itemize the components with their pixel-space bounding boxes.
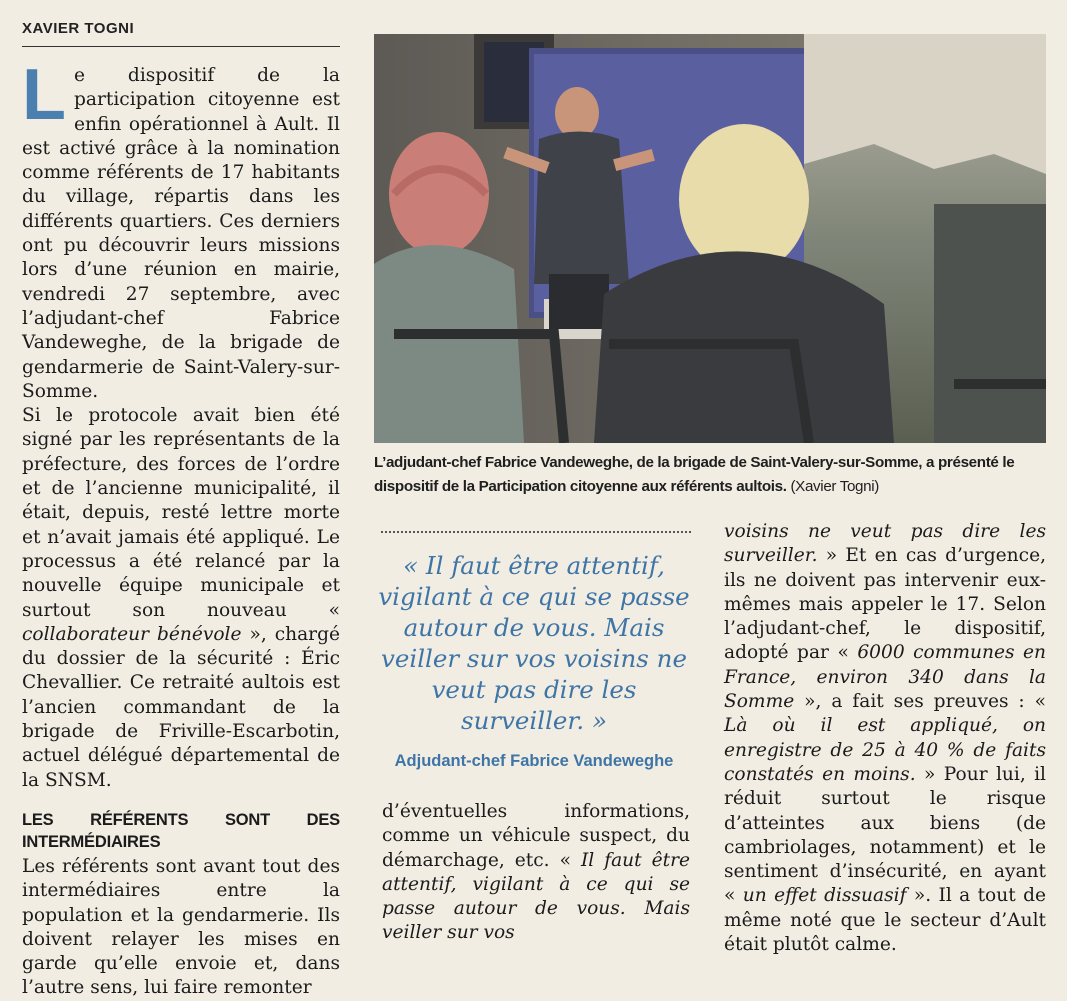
- pullquote: « Il faut être attentif, vigilant à ce qui se passe autour de vous. Mais veiller sur vos voisins ne veut pas dire les surveiller. »: [378, 551, 690, 735]
- column3-em1: voisins ne veut pas dire les surveiller.: [724, 521, 1046, 567]
- column3-em3: Là où il est appliqué, on enregistre de 25 à 40 % de faits constatés en moins.: [724, 715, 1046, 785]
- meeting-photo-illustration: [374, 34, 1046, 443]
- intro-text: e dispositif de la participation citoyenne est enfin opérationnel à Ault. Il est activé grâce à la nomination comme référents de 17 habitants du village, répartis dans les différents quartiers. Ces derniers ont pu découvrir leurs missions lors d’une réunion en mairie, vendredi 27 septembre, avec l’adjudant-chef Fabrice Vandeweghe, de la brigade de gendarmerie de Saint-Valery-sur-Somme.: [22, 65, 340, 402]
- protocol-text-em: collaborateur bénévole: [22, 623, 242, 645]
- caption-text: L’adjudant-chef Fabrice Vandeweghe, de la brigade de Saint-Valery-sur-Somme, a présenté le dispositif de la Participation citoyenne aux référents aultois.: [374, 454, 1015, 495]
- byline-rule: [22, 46, 340, 47]
- pullquote-author: Adjudant-chef Fabrice Vandeweghe: [394, 752, 674, 770]
- column2-text: [382, 800, 690, 946]
- pullquote-divider: [381, 531, 691, 533]
- protocol-text-a: Si le protocole avait bien été signé par les représentants de la préfecture, des forces de l’ordre et de l’ancienne municipalité, il était, depuis, resté lettre morte et n’avait jamais été appliqué. Le processus a été relancé par la nouvelle équipe municipale et surtout son nouveau «: [22, 405, 340, 621]
- meeting-photo: [374, 34, 1046, 443]
- drop-cap: L: [22, 55, 66, 135]
- column3-t4: ». Il a tout de même noté que le secteur d’Ault était plutôt calme.: [724, 885, 1046, 956]
- column3-text: [724, 520, 1046, 957]
- column3-em2: 6000 communes en France, environ 340 dans la Somme: [724, 642, 1046, 713]
- column2-text-em: Il faut être attentif, vigilant à ce qui se passe autour de vous. Mais veiller sur vos: [382, 849, 690, 944]
- article-column-1: [22, 55, 340, 1001]
- column2-text-a: d’éventuelles informations, comme un véhicule suspect, du démarchage, etc. «: [382, 801, 690, 871]
- protocol-text-b: », chargé du dossier de la sécurité : Éric Chevallier. Ce retraité aultois est l’ancien commandant de la brigade de Friville-Escarbotin, actuel délégué départemental de la SNSM.: [22, 623, 340, 791]
- paragraph-referents: Les référents sont avant tout des intermédiaires entre la population et la gendarmerie. Ils doivent relayer les mises en garde qu’elle envoie et, dans l’autre sens, lui faire remonter: [22, 855, 340, 999]
- column3-em4: un effet dissuasif: [742, 885, 907, 907]
- section-subheading: LES RÉFÉRENTS SONT DES INTERMÉDIAIRES: [22, 810, 340, 851]
- column3-t3: » Pour lui, il réduit surtout le risque d’atteintes aux biens (de cambriolages, notamment) et le sentiment d’insécurité, en ayant «: [724, 763, 1046, 907]
- photo-caption: [374, 451, 1046, 499]
- article-column-2: [382, 800, 690, 946]
- column3-t2: », a fait ses preuves : «: [794, 691, 1046, 713]
- article-column-3: [724, 520, 1046, 957]
- byline: XAVIER TOGNI: [22, 20, 135, 37]
- column3-t1: » Et en cas d’urgence, ils ne doivent pas intervenir eux-mêmes mais appeler le 17. Selon l’adjudant-chef, le dispositif, adopté par «: [724, 545, 1046, 664]
- paragraph-protocol: [22, 404, 340, 793]
- paragraph-intro: [22, 55, 340, 404]
- caption-credit: (Xavier Togni): [790, 478, 879, 495]
